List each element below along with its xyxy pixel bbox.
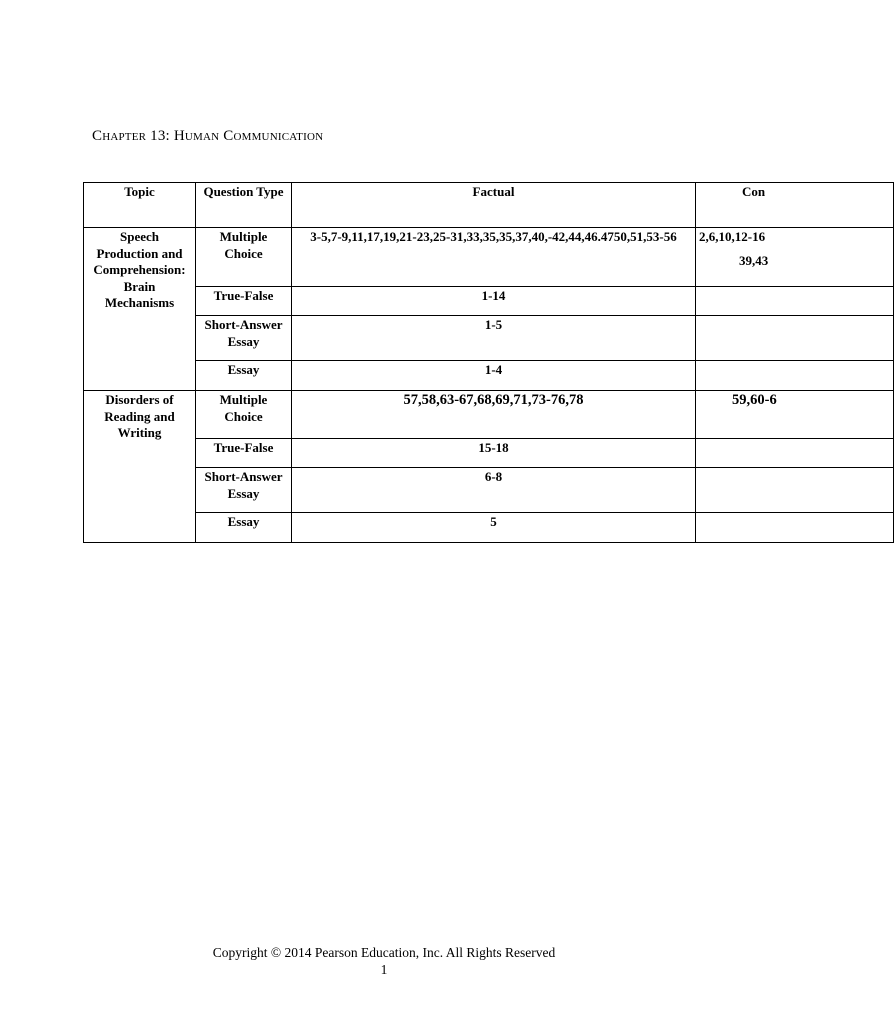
topic-cell: Speech Production and Comprehension: Brain Mechanisms [84, 228, 196, 391]
table-row [84, 513, 894, 543]
question-type-cell: Short-Answer Essay [196, 316, 292, 361]
table-row [84, 468, 894, 513]
factual-cell: 57,58,63-67,68,69,71,73-76,78 [292, 391, 696, 439]
header-question-type: Question Type [196, 183, 292, 228]
header-topic: Topic [84, 183, 196, 228]
conceptual-cell: 59,60-6 [696, 391, 894, 439]
conceptual-cell [696, 228, 894, 287]
conceptual-cell [696, 513, 894, 543]
table-row [84, 316, 894, 361]
conceptual-cell [696, 468, 894, 513]
conceptual-value-line2: 39,43 [739, 252, 769, 268]
factual-cell: 1-4 [292, 361, 696, 391]
page-number: 1 [380, 962, 388, 977]
conceptual-cell [696, 287, 894, 316]
question-type-cell: Multiple Choice [196, 391, 292, 439]
question-type-cell: Essay [196, 513, 292, 543]
chapter-title: Chapter 13: Human Communication [92, 128, 324, 144]
footer-copyright: Copyright © 2014 Pearson Education, Inc. All Rights Reserved [212, 945, 556, 960]
question-type-cell: Multiple Choice [196, 228, 292, 287]
table-row [84, 287, 894, 316]
factual-cell: 6-8 [292, 468, 696, 513]
table-row [84, 439, 894, 468]
conceptual-cell [696, 316, 894, 361]
table-row [84, 228, 894, 287]
question-table [83, 182, 894, 543]
header-factual: Factual [292, 183, 696, 228]
topic-cell: Disorders of Reading and Writing [84, 391, 196, 543]
question-type-cell: Essay [196, 361, 292, 391]
table-header-row [84, 183, 894, 228]
question-type-cell: Short-Answer Essay [196, 468, 292, 513]
question-distribution-table [83, 182, 777, 546]
question-type-cell: True-False [196, 287, 292, 316]
factual-cell: 3-5,7-9,11,17,19,21-23,25-31,33,35,35,37,40,-42,44,46.4750,51,53-56 [292, 228, 696, 287]
factual-cell: 1-14 [292, 287, 696, 316]
question-type-cell: True-False [196, 439, 292, 468]
conceptual-cell [696, 439, 894, 468]
factual-cell: 5 [292, 513, 696, 543]
factual-cell: 15-18 [292, 439, 696, 468]
table-row [84, 391, 894, 439]
header-conceptual: Con [696, 183, 894, 228]
conceptual-cell [696, 361, 894, 391]
factual-cell: 1-5 [292, 316, 696, 361]
table-row [84, 361, 894, 391]
conceptual-value: 2,6,10,12-16 [699, 229, 766, 244]
